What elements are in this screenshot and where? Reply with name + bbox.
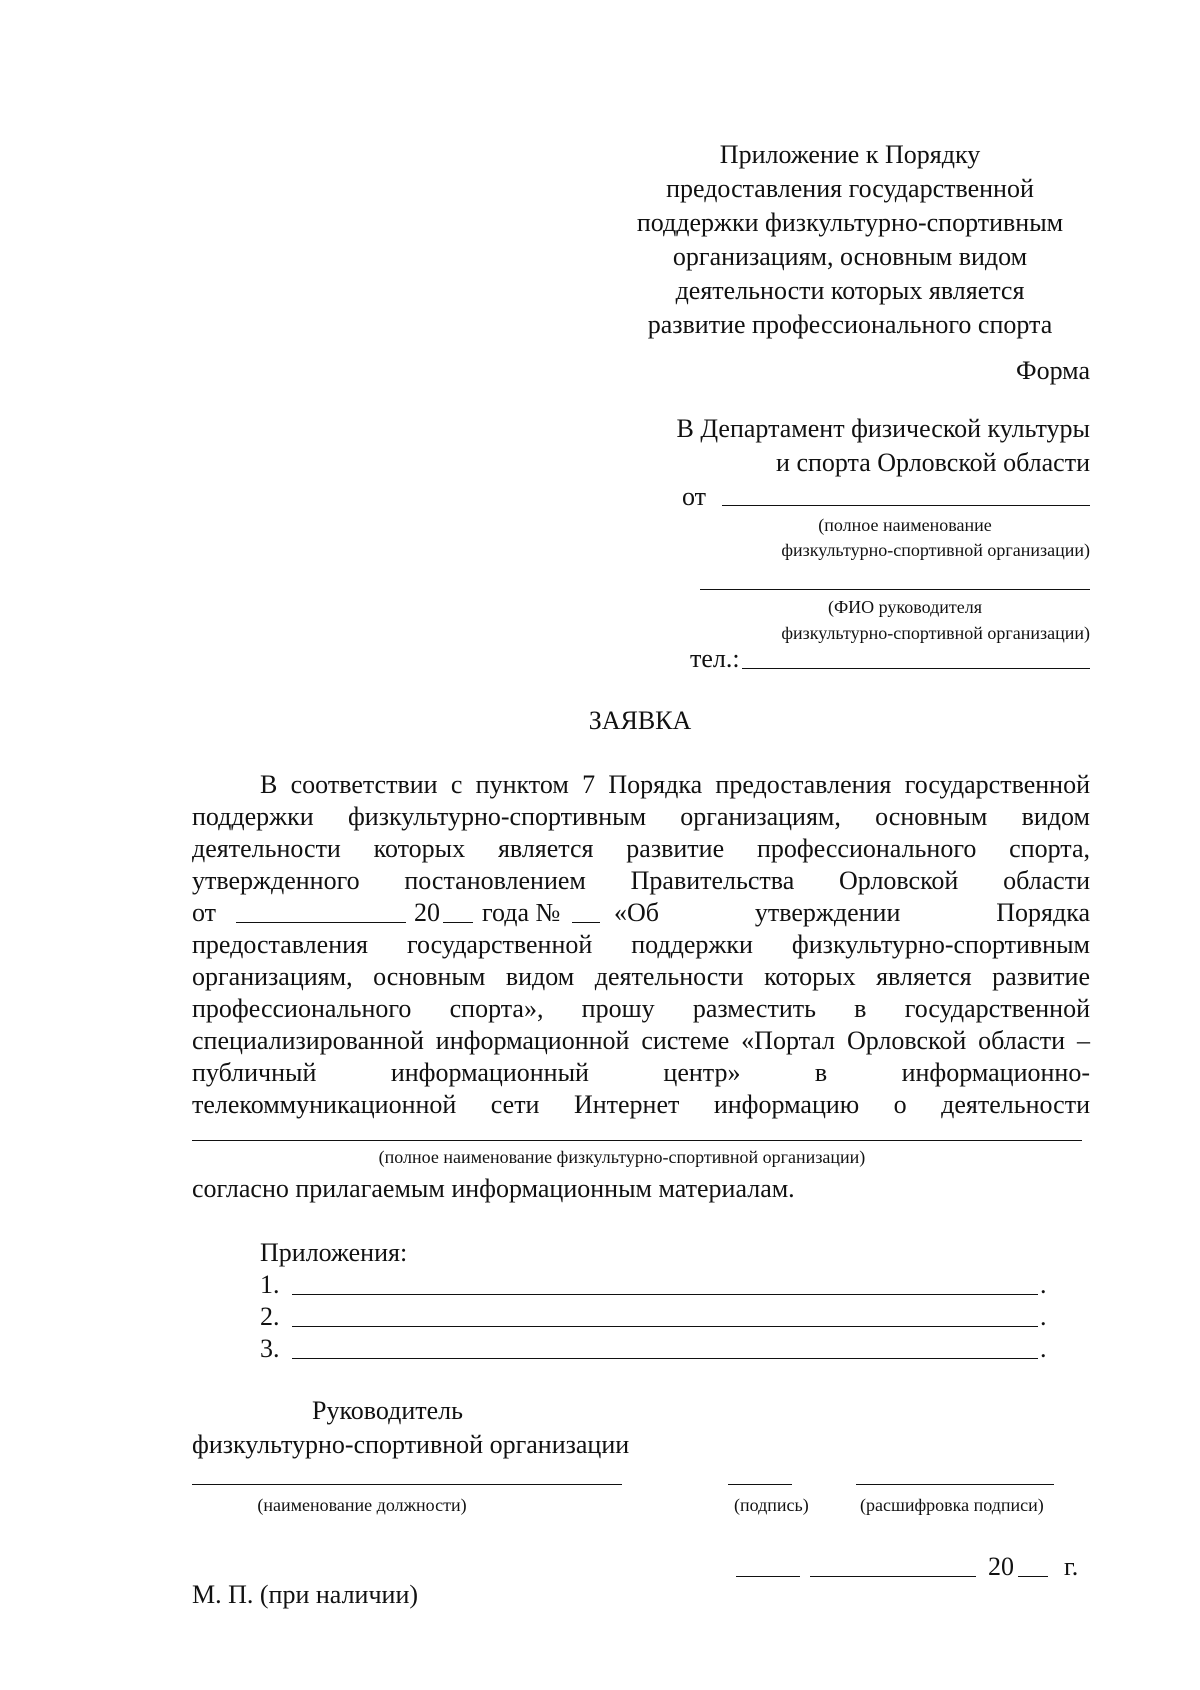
attachment-field[interactable] [292,1294,1038,1295]
body-line: публичный информационный центр» в информационно- [192,1058,1090,1087]
position-field[interactable] [192,1484,622,1485]
decree-date-field[interactable] [236,922,406,923]
header-line: предоставления государственной [666,174,1034,203]
body-line: профессионального спорта», прошу разместить в государственной [192,994,1090,1023]
attachment-number: 2. [260,1302,280,1331]
head-title: Руководитель [312,1396,463,1425]
header-line: деятельности которых является [675,276,1025,305]
body-line: специализированной информационной системе «Портал Орловской области – [192,1026,1090,1055]
head-caption: физкультурно-спортивной организации) [781,623,1090,643]
addressee-line: В Департамент физической культуры [676,414,1090,443]
date-day-field[interactable] [736,1576,800,1577]
decree-number-field[interactable] [572,922,600,923]
header-line: развитие профессионального спорта [647,310,1053,339]
attachment-end: . [1040,1334,1047,1363]
date-month-field[interactable] [810,1576,976,1577]
signature-caption: (подпись) [734,1495,809,1515]
body-line: телекоммуникационной сети Интернет информацию о деятельности [192,1090,1090,1119]
body-line: организациям, основным видом деятельности которых является развитие [192,962,1090,991]
body-line: В соответствии с пунктом 7 Порядка предоставления государственной [260,770,1090,799]
organization-name-field[interactable] [722,505,1090,506]
head-caption: (ФИО руководителя [827,597,983,617]
org-caption: (полное наименование [818,515,992,535]
from-label: от [682,482,707,511]
form-label: Форма [1016,356,1090,385]
body-from: от [192,898,217,927]
date-year-field[interactable] [1018,1576,1048,1577]
phone-field[interactable] [742,668,1090,669]
attachment-field[interactable] [292,1358,1038,1359]
date-year: 20 [988,1552,1014,1581]
head-title: физкультурно-спортивной организации [192,1430,630,1459]
decoding-caption: (расшифровка подписи) [860,1495,1044,1515]
position-caption: (наименование должности) [257,1495,467,1515]
organization-full-name-field[interactable] [192,1140,1082,1141]
head-name-field[interactable] [700,589,1090,590]
page-title: ЗАЯВКА [588,706,692,735]
stamp-label: М. П. (при наличии) [192,1580,419,1609]
body-line: «Об утверждении Порядка [614,898,1090,927]
attachment-field[interactable] [292,1326,1038,1327]
attachment-end: . [1040,1270,1047,1299]
addressee-line: и спорта Орловской области [776,448,1090,477]
header-line: поддержки физкультурно-спортивным [636,208,1064,237]
body-year: 20 [414,898,440,927]
header-line: Приложение к Порядку [719,140,981,169]
attachment-end: . [1040,1302,1047,1331]
signature-field[interactable] [728,1484,792,1485]
attachment-number: 1. [260,1270,280,1299]
closing-line: согласно прилагаемым информационным материалам. [192,1174,795,1203]
header-line: организациям, основным видом [672,242,1028,271]
body-line: предоставления государственной поддержки физкультурно-спортивным [192,930,1090,959]
org-caption: физкультурно-спортивной организации) [781,540,1090,560]
org-caption: (полное наименование физкультурно-спортивной организации) [378,1147,866,1167]
body-line: поддержки физкультурно-спортивным организациям, основным видом [192,802,1090,831]
decree-year-field[interactable] [443,922,473,923]
signature-decoding-field[interactable] [856,1484,1054,1485]
attachment-number: 3. [260,1334,280,1363]
body-line: утвержденного постановлением Правительства Орловской области [192,866,1090,895]
phone-label: тел.: [690,644,740,673]
body-number-label: года № [482,898,561,927]
date-suffix: г. [1064,1552,1079,1581]
body-line: деятельности которых является развитие профессионального спорта, [192,834,1090,863]
attachments-label: Приложения: [260,1238,408,1267]
